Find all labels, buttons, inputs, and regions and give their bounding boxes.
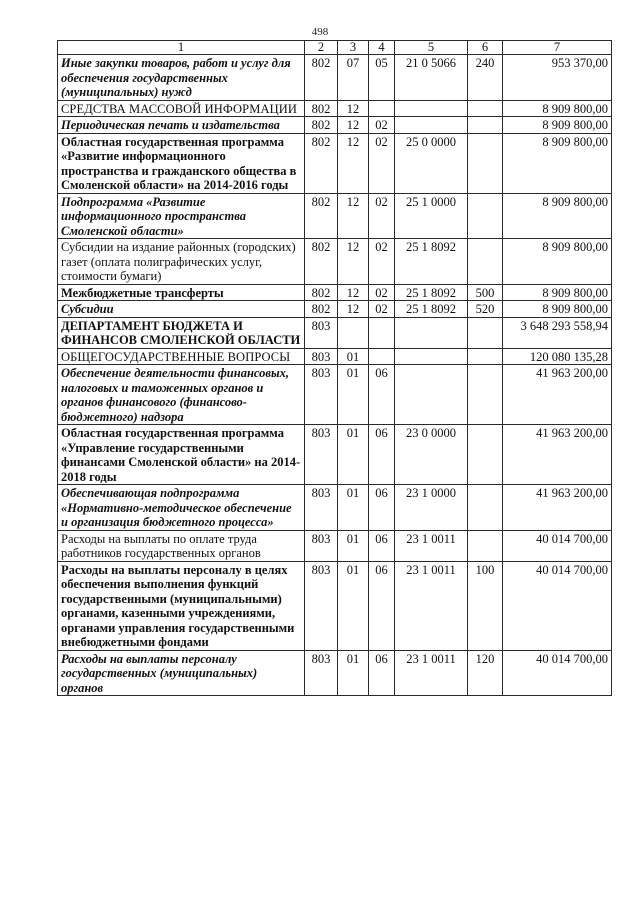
target-article-cell: 23 1 0011 (395, 530, 468, 561)
subsection-code-cell: 06 (369, 485, 395, 531)
target-article-cell: 25 1 8092 (395, 301, 468, 318)
row-description: Расходы на выплаты персоналу государственных (муниципальных) органов (58, 650, 305, 696)
admin-code-cell: 803 (305, 317, 338, 348)
expense-type-cell: 520 (468, 301, 503, 318)
expense-type-cell (468, 365, 503, 425)
subsection-code-cell: 02 (369, 117, 395, 134)
row-description: Обеспечивающая подпрограмма «Нормативно-методическое обеспечение и организация бюджетного процесса» (58, 485, 305, 531)
section-code-cell: 12 (338, 117, 369, 134)
target-article-cell: 25 1 8092 (395, 284, 468, 301)
admin-code-cell: 803 (305, 365, 338, 425)
table-row (58, 365, 612, 425)
table-row (58, 561, 612, 650)
target-article-cell (395, 317, 468, 348)
table-row (58, 485, 612, 531)
target-article-cell (395, 117, 468, 134)
expense-type-cell: 500 (468, 284, 503, 301)
amount-cell: 120 080 135,28 (503, 348, 612, 365)
section-code-cell (338, 317, 369, 348)
section-code-cell: 01 (338, 425, 369, 485)
admin-code-cell: 803 (305, 530, 338, 561)
row-description: Межбюджетные трансферты (58, 284, 305, 301)
table-row (58, 100, 612, 117)
amount-cell: 41 963 200,00 (503, 485, 612, 531)
expense-type-cell (468, 530, 503, 561)
table-row (58, 301, 612, 318)
header-cell-6: 6 (468, 41, 503, 55)
expense-type-cell (468, 133, 503, 193)
table-row (58, 55, 612, 101)
target-article-cell: 25 0 0000 (395, 133, 468, 193)
subsection-code-cell: 06 (369, 425, 395, 485)
table-header-row (58, 41, 612, 55)
target-article-cell: 23 0 0000 (395, 425, 468, 485)
subsection-code-cell (369, 100, 395, 117)
table-row (58, 239, 612, 285)
amount-cell: 8 909 800,00 (503, 284, 612, 301)
target-article-cell (395, 365, 468, 425)
admin-code-cell: 803 (305, 561, 338, 650)
expense-type-cell: 100 (468, 561, 503, 650)
row-description: Обеспечение деятельности финансовых, налоговых и таможенных органов и органов финансового (финансово-бюджетного) надзора (58, 365, 305, 425)
amount-cell: 3 648 293 558,94 (503, 317, 612, 348)
subsection-code-cell: 02 (369, 301, 395, 318)
target-article-cell: 23 1 0000 (395, 485, 468, 531)
row-description: ДЕПАРТАМЕНТ БЮДЖЕТА И ФИНАНСОВ СМОЛЕНСКОЙ ОБЛАСТИ (58, 317, 305, 348)
table-row (58, 425, 612, 485)
section-code-cell: 01 (338, 530, 369, 561)
row-description: ОБЩЕГОСУДАРСТВЕННЫЕ ВОПРОСЫ (58, 348, 305, 365)
header-cell-2: 2 (305, 41, 338, 55)
expense-type-cell: 120 (468, 650, 503, 696)
amount-cell: 8 909 800,00 (503, 239, 612, 285)
table-row (58, 348, 612, 365)
subsection-code-cell (369, 317, 395, 348)
row-description: Субсидии (58, 301, 305, 318)
table-row (58, 317, 612, 348)
section-code-cell: 01 (338, 561, 369, 650)
row-description: Иные закупки товаров, работ и услуг для обеспечения государственных (муниципальных) нужд (58, 55, 305, 101)
table-row (58, 193, 612, 239)
amount-cell: 41 963 200,00 (503, 425, 612, 485)
subsection-code-cell: 06 (369, 561, 395, 650)
admin-code-cell: 803 (305, 650, 338, 696)
amount-cell: 8 909 800,00 (503, 133, 612, 193)
row-description: Расходы на выплаты персоналу в целях обеспечения выполнения функций государственными (муниципальными) органами, казенными учреждениями, органами управления государственными внебюджетными фондами (58, 561, 305, 650)
admin-code-cell: 802 (305, 193, 338, 239)
amount-cell: 8 909 800,00 (503, 193, 612, 239)
amount-cell: 8 909 800,00 (503, 301, 612, 318)
header-cell-5: 5 (395, 41, 468, 55)
target-article-cell: 23 1 0011 (395, 561, 468, 650)
subsection-code-cell: 02 (369, 239, 395, 285)
row-description: Областная государственная программа «Развитие информационного пространства и гражданского общества в Смоленской области» на 2014-2016 годы (58, 133, 305, 193)
admin-code-cell: 803 (305, 485, 338, 531)
target-article-cell: 25 1 0000 (395, 193, 468, 239)
admin-code-cell: 802 (305, 284, 338, 301)
section-code-cell: 12 (338, 239, 369, 285)
section-code-cell: 01 (338, 365, 369, 425)
section-code-cell: 07 (338, 55, 369, 101)
table-row (58, 117, 612, 134)
expense-type-cell (468, 239, 503, 285)
target-article-cell (395, 100, 468, 117)
subsection-code-cell: 06 (369, 650, 395, 696)
header-cell-3: 3 (338, 41, 369, 55)
section-code-cell: 12 (338, 133, 369, 193)
table-row (58, 284, 612, 301)
row-description: Подпрограмма «Развитие информационного пространства Смоленской области» (58, 193, 305, 239)
amount-cell: 40 014 700,00 (503, 530, 612, 561)
amount-cell: 41 963 200,00 (503, 365, 612, 425)
section-code-cell: 12 (338, 301, 369, 318)
amount-cell: 8 909 800,00 (503, 100, 612, 117)
subsection-code-cell: 06 (369, 530, 395, 561)
budget-table (57, 40, 612, 696)
subsection-code-cell: 02 (369, 284, 395, 301)
header-cell-7: 7 (503, 41, 612, 55)
section-code-cell: 01 (338, 348, 369, 365)
table-body (58, 55, 612, 696)
row-description: Субсидии на издание районных (городских) газет (оплата полиграфических услуг, стоимости бумаги) (58, 239, 305, 285)
section-code-cell: 12 (338, 284, 369, 301)
expense-type-cell (468, 348, 503, 365)
row-description: Периодическая печать и издательства (58, 117, 305, 134)
expense-type-cell (468, 117, 503, 134)
expense-type-cell: 240 (468, 55, 503, 101)
amount-cell: 40 014 700,00 (503, 650, 612, 696)
section-code-cell: 12 (338, 100, 369, 117)
header-cell-1: 1 (58, 41, 305, 55)
subsection-code-cell: 02 (369, 193, 395, 239)
table-row (58, 650, 612, 696)
page-number: 498 (311, 26, 329, 38)
row-description: Областная государственная программа «Управление государственными финансами Смоленской области» на 2014-2018 годы (58, 425, 305, 485)
admin-code-cell: 802 (305, 117, 338, 134)
subsection-code-cell: 02 (369, 133, 395, 193)
expense-type-cell (468, 100, 503, 117)
admin-code-cell: 803 (305, 348, 338, 365)
expense-type-cell (468, 485, 503, 531)
table-row (58, 530, 612, 561)
admin-code-cell: 802 (305, 301, 338, 318)
admin-code-cell: 802 (305, 55, 338, 101)
table-row (58, 133, 612, 193)
expense-type-cell (468, 317, 503, 348)
admin-code-cell: 803 (305, 425, 338, 485)
target-article-cell: 21 0 5066 (395, 55, 468, 101)
admin-code-cell: 802 (305, 133, 338, 193)
admin-code-cell: 802 (305, 239, 338, 285)
amount-cell: 8 909 800,00 (503, 117, 612, 134)
amount-cell: 953 370,00 (503, 55, 612, 101)
subsection-code-cell (369, 348, 395, 365)
target-article-cell: 25 1 8092 (395, 239, 468, 285)
subsection-code-cell: 05 (369, 55, 395, 101)
section-code-cell: 01 (338, 485, 369, 531)
target-article-cell: 23 1 0011 (395, 650, 468, 696)
expense-type-cell (468, 193, 503, 239)
header-cell-4: 4 (369, 41, 395, 55)
section-code-cell: 01 (338, 650, 369, 696)
row-description: Расходы на выплаты по оплате труда работников государственных органов (58, 530, 305, 561)
expense-type-cell (468, 425, 503, 485)
subsection-code-cell: 06 (369, 365, 395, 425)
amount-cell: 40 014 700,00 (503, 561, 612, 650)
admin-code-cell: 802 (305, 100, 338, 117)
section-code-cell: 12 (338, 193, 369, 239)
target-article-cell (395, 348, 468, 365)
row-description: СРЕДСТВА МАССОВОЙ ИНФОРМАЦИИ (58, 100, 305, 117)
